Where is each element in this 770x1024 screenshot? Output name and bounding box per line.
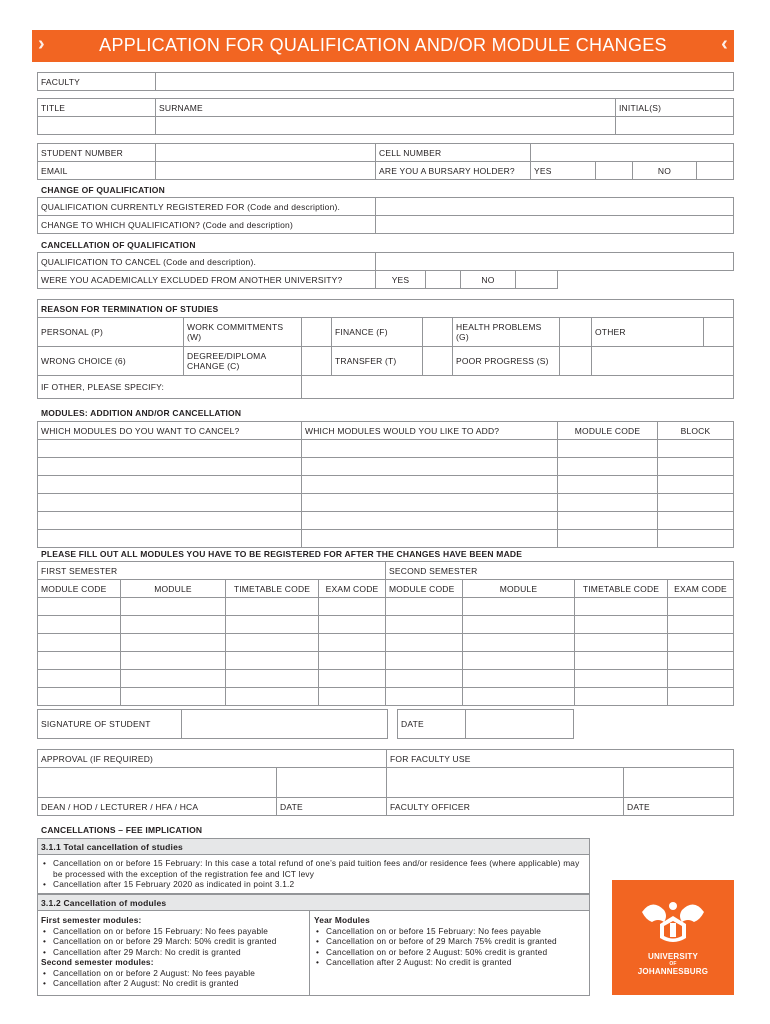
logo-line-3: JOHANNESBURG <box>637 967 709 976</box>
officer-signature-field[interactable] <box>387 768 624 798</box>
reason-health-label: HEALTH PROBLEMS (G) <box>453 318 560 347</box>
reason-poor-label: POOR PROGRESS (S) <box>453 347 560 376</box>
surname-label: SURNAME <box>156 99 616 117</box>
cell-number-field[interactable] <box>531 144 734 162</box>
initials-field[interactable] <box>616 117 734 135</box>
signature-date-field[interactable] <box>466 710 574 739</box>
table-row <box>38 494 734 512</box>
faculty-label: FACULTY <box>38 73 156 91</box>
dean-label: DEAN / HOD / LECTURER / HFA / HCA <box>38 798 277 816</box>
table-row <box>38 476 734 494</box>
first-semester-label: FIRST SEMESTER <box>38 562 386 580</box>
reason-poor-box[interactable] <box>560 347 592 376</box>
fees-heading: CANCELLATIONS – FEE IMPLICATION <box>41 825 203 835</box>
list-item: • Cancellation after 15 February 2020 as indicated in point 3.1.2 <box>53 879 586 890</box>
student-number-field[interactable] <box>156 144 376 162</box>
cell-number-label: CELL NUMBER <box>376 144 531 162</box>
table-row <box>38 512 734 530</box>
university-logo <box>612 880 734 995</box>
register-heading: PLEASE FILL OUT ALL MODULES YOU HAVE TO BE REGISTERED FOR AFTER THE CHANGES HAVE BEEN MADE <box>41 549 523 559</box>
reason-finance-box[interactable] <box>423 318 453 347</box>
col-module-code-2: MODULE CODE <box>386 580 463 598</box>
year-modules-heading: Year Modules <box>314 915 370 925</box>
change-table <box>37 197 734 234</box>
contact-table <box>37 143 734 180</box>
first-semester-heading: First semester modules: <box>41 915 142 925</box>
year-modules-list <box>314 926 585 968</box>
signature-field[interactable] <box>182 710 388 739</box>
table-row <box>38 652 734 670</box>
chevron-right-icon: ‹ <box>721 33 728 55</box>
email-field[interactable] <box>156 162 376 180</box>
list-item: • Cancellation after 2 August: No credit is granted <box>326 957 585 968</box>
reason-transfer-box[interactable] <box>423 347 453 376</box>
col-exam-2: EXAM CODE <box>668 580 734 598</box>
table-row <box>38 688 734 706</box>
list-item: • Cancellation on or before 2 August: 50% credit is granted <box>326 947 585 958</box>
list-item: • Cancellation on or before of 29 March 75% credit is granted <box>326 936 585 947</box>
current-qualification-field[interactable] <box>376 198 734 216</box>
reason-heading: REASON FOR TERMINATION OF STUDIES <box>38 300 734 318</box>
title-label: TITLE <box>38 99 156 117</box>
reason-work-box[interactable] <box>302 318 332 347</box>
reason-specify-field[interactable] <box>302 376 734 399</box>
col-module-code: MODULE CODE <box>38 580 121 598</box>
fee-semester-box <box>37 910 310 996</box>
list-item: • Cancellation after 29 March: No credit is granted <box>53 947 306 958</box>
register-table <box>37 561 734 706</box>
signature-label: SIGNATURE OF STUDENT <box>38 710 182 739</box>
list-item: • Cancellation on or before 29 March: 50% credit is granted <box>53 936 306 947</box>
second-semester-heading: Second semester modules: <box>41 957 154 967</box>
excluded-yes-label: YES <box>376 271 426 289</box>
modules-add-header: WHICH MODULES WOULD YOU LIKE TO ADD? <box>302 422 558 440</box>
surname-field[interactable] <box>156 117 616 135</box>
faculty-use-label: FOR FACULTY USE <box>387 750 734 768</box>
new-qualification-field[interactable] <box>376 216 734 234</box>
table-row <box>38 598 734 616</box>
chevron-left-icon: › <box>38 33 45 55</box>
officer-date-label: DATE <box>624 798 734 816</box>
bursary-question: ARE YOU A BURSARY HOLDER? <box>376 162 531 180</box>
modules-cancel-header: WHICH MODULES DO YOU WANT TO CANCEL? <box>38 422 302 440</box>
col-module: MODULE <box>121 580 226 598</box>
signature-date-label: DATE <box>398 710 466 739</box>
bursary-no-label: NO <box>633 162 697 180</box>
second-semester-label: SECOND SEMESTER <box>386 562 734 580</box>
list-item: • Cancellation on or before 2 August: No fees payable <box>53 968 306 979</box>
table-row <box>38 616 734 634</box>
list-item: • Cancellation on or before 15 February: No fees payable <box>326 926 585 937</box>
initials-label: INITIAL(S) <box>616 99 734 117</box>
cancel-table <box>37 252 734 289</box>
col-timetable-2: TIMETABLE CODE <box>575 580 668 598</box>
approval-table <box>37 749 734 816</box>
fee-311-title: 3.1.1 Total cancellation of studies <box>37 838 590 855</box>
excluded-question: WERE YOU ACADEMICALLY EXCLUDED FROM ANOTHER UNIVERSITY? <box>38 271 376 289</box>
approval-date-label: DATE <box>277 798 387 816</box>
reason-table <box>37 299 734 399</box>
name-table <box>37 98 734 135</box>
new-qualification-label: CHANGE TO WHICH QUALIFICATION? (Code and description) <box>38 216 376 234</box>
logo-line-1: UNIVERSITY <box>647 952 698 961</box>
approval-signature-field[interactable] <box>38 768 277 798</box>
table-row <box>38 458 734 476</box>
modules-block-header: BLOCK <box>658 422 734 440</box>
bursary-yes-box[interactable] <box>596 162 633 180</box>
logo-line-2: OF <box>669 961 677 967</box>
col-module-2: MODULE <box>463 580 575 598</box>
list-item: • Cancellation on or before 15 February: No fees payable <box>53 926 306 937</box>
reason-health-box[interactable] <box>560 318 592 347</box>
list-item: • Cancellation after 2 August: No credit is granted <box>53 978 306 989</box>
signature-table <box>37 709 574 739</box>
fee-year-box <box>309 910 590 996</box>
crest-icon <box>612 880 734 995</box>
email-label: EMAIL <box>38 162 156 180</box>
reason-degree-box[interactable] <box>302 347 332 376</box>
reason-degree-label: DEGREE/DIPLOMA CHANGE (C) <box>184 347 302 376</box>
excluded-no-box[interactable] <box>516 271 558 289</box>
col-exam: EXAM CODE <box>319 580 386 598</box>
student-number-label: STUDENT NUMBER <box>38 144 156 162</box>
cancel-qualification-field[interactable] <box>376 253 734 271</box>
officer-date-field[interactable] <box>624 768 734 798</box>
reason-personal-label: PERSONAL (P) <box>38 318 184 347</box>
modules-heading: MODULES: ADDITION AND/OR CANCELLATION <box>41 408 242 418</box>
excluded-yes-box[interactable] <box>426 271 461 289</box>
reason-finance-label: FINANCE (F) <box>332 318 423 347</box>
reason-specify-label: IF OTHER, PLEASE SPECIFY: <box>38 376 302 399</box>
excluded-no-label: NO <box>461 271 516 289</box>
table-row <box>38 634 734 652</box>
table-row <box>38 670 734 688</box>
col-timetable: TIMETABLE CODE <box>226 580 319 598</box>
fee-311-list <box>41 858 586 890</box>
second-semester-list <box>41 968 306 989</box>
fee-311-box <box>37 854 590 894</box>
faculty-field[interactable] <box>156 73 734 91</box>
list-item: • Cancellation on or before 15 February: In this case a total refund of one’s paid tuition fees and/or residence fees (where applicable) may be processed with the exception of the registration fee and ICT levy <box>53 858 586 879</box>
reason-other-box[interactable] <box>704 318 734 347</box>
change-heading: CHANGE OF QUALIFICATION <box>41 185 165 195</box>
approval-label: APPROVAL (IF REQUIRED) <box>38 750 387 768</box>
officer-label: FACULTY OFFICER <box>387 798 624 816</box>
form-title: APPLICATION FOR QUALIFICATION AND/OR MODULE CHANGES <box>99 35 667 55</box>
fee-312-title: 3.1.2 Cancellation of modules <box>37 894 590 911</box>
reason-wrong-label: WRONG CHOICE (6) <box>38 347 184 376</box>
table-row <box>38 440 734 458</box>
bursary-yes-label: YES <box>531 162 596 180</box>
current-qualification-label: QUALIFICATION CURRENTLY REGISTERED FOR (Code and description). <box>38 198 376 216</box>
reason-transfer-label: TRANSFER (T) <box>332 347 423 376</box>
title-field[interactable] <box>38 117 156 135</box>
cancel-heading: CANCELLATION OF QUALIFICATION <box>41 240 196 250</box>
title-banner <box>32 30 734 62</box>
reason-work-label: WORK COMMITMENTS (W) <box>184 318 302 347</box>
modules-table <box>37 421 734 548</box>
first-semester-list <box>41 926 306 958</box>
modules-code-header: MODULE CODE <box>558 422 658 440</box>
table-row <box>38 530 734 548</box>
faculty-table <box>37 72 734 91</box>
approval-date-field[interactable] <box>277 768 387 798</box>
bursary-no-box[interactable] <box>697 162 734 180</box>
cancel-qualification-label: QUALIFICATION TO CANCEL (Code and description). <box>38 253 376 271</box>
reason-other-label: OTHER <box>592 318 704 347</box>
